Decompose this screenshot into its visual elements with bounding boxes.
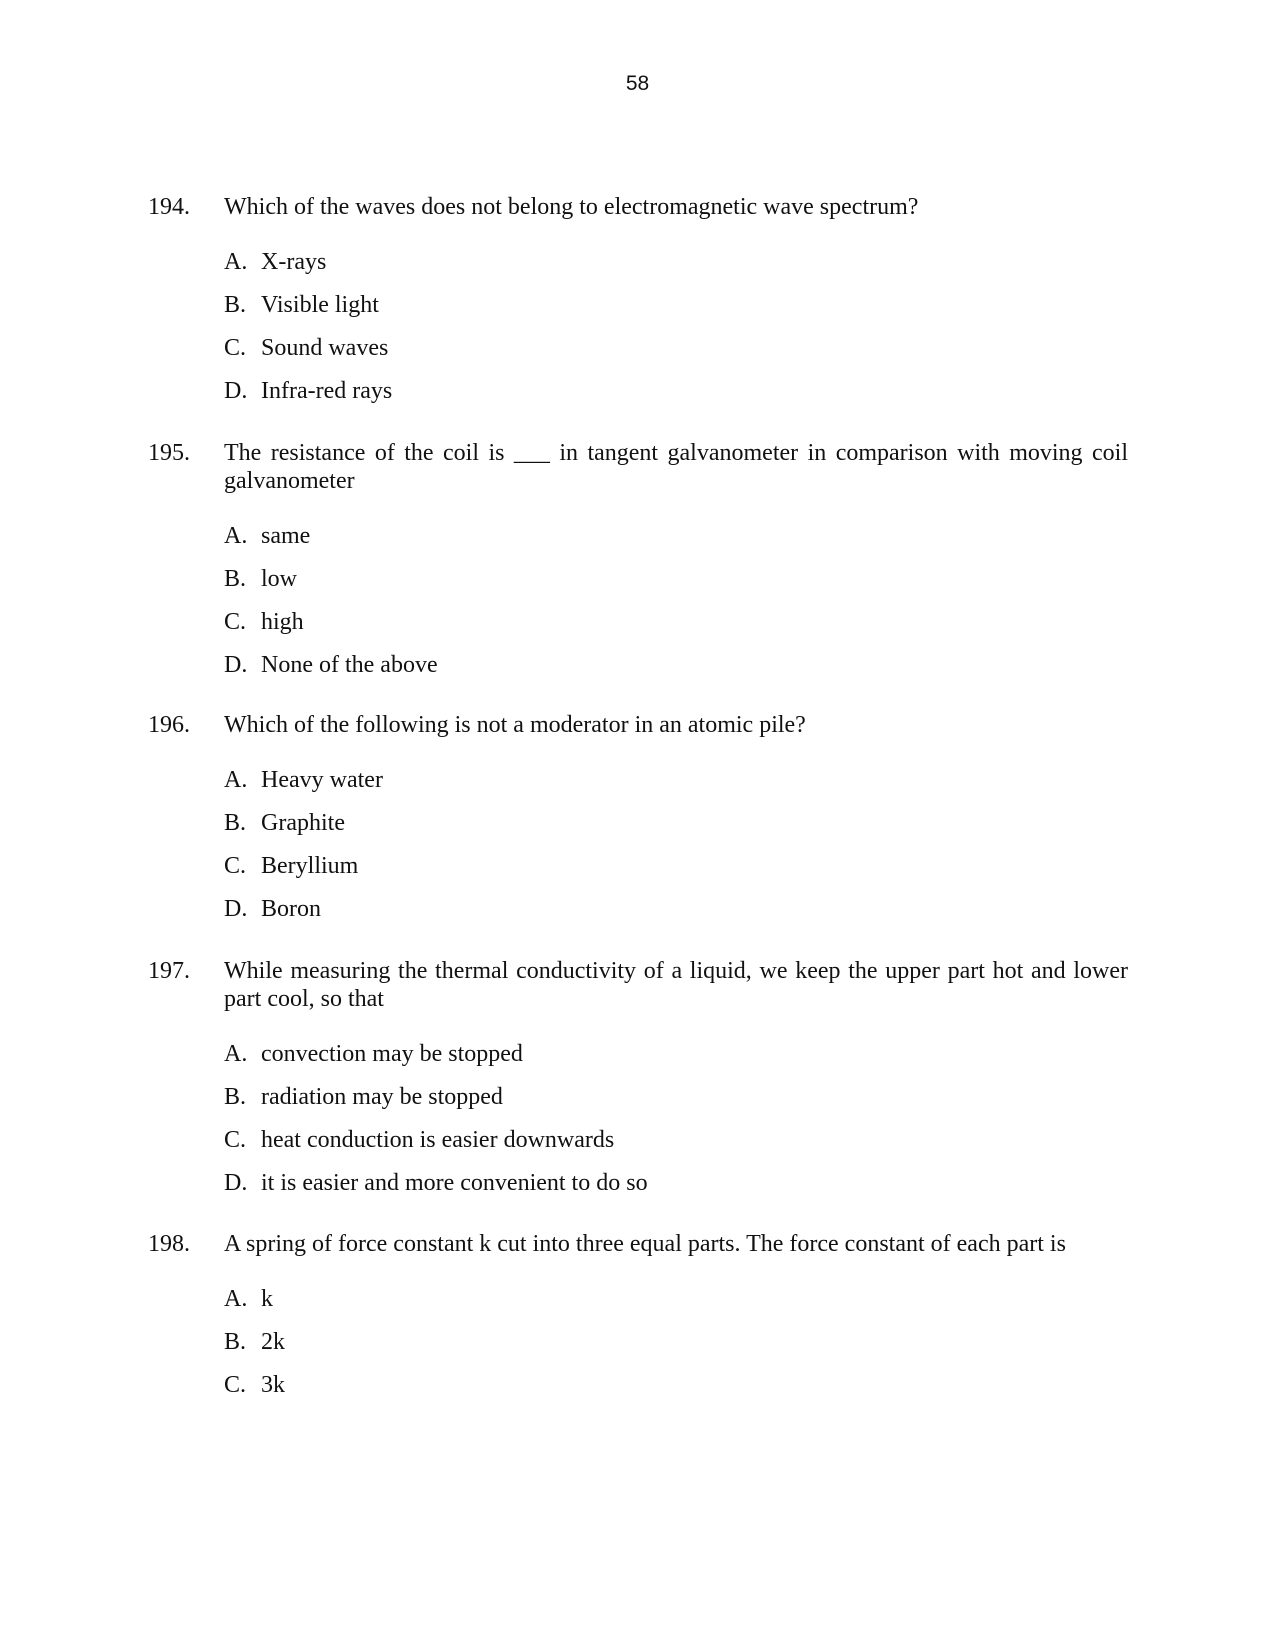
option-text: it is easier and more convenient to do so — [261, 1170, 648, 1196]
option-list — [224, 766, 1128, 923]
option-text: Heavy water — [261, 767, 383, 793]
option-letter: C. — [224, 609, 247, 635]
option-text: low — [261, 566, 297, 592]
option-c[interactable] — [224, 608, 1128, 636]
question-194 — [148, 193, 1128, 420]
option-text: Sound waves — [261, 335, 389, 361]
option-letter: B. — [224, 810, 247, 836]
question-number: 196. — [148, 712, 190, 738]
option-text: k — [261, 1286, 273, 1312]
option-d[interactable] — [224, 377, 1128, 405]
option-letter: C. — [224, 335, 247, 361]
option-text: convection may be stopped — [261, 1041, 523, 1067]
option-text: radiation may be stopped — [261, 1084, 503, 1110]
option-b[interactable] — [224, 291, 1128, 319]
option-d[interactable] — [224, 895, 1128, 923]
option-b[interactable] — [224, 565, 1128, 593]
option-text: None of the above — [261, 652, 438, 678]
page-number: 58 — [625, 72, 650, 95]
option-letter: B. — [224, 1329, 247, 1355]
option-c[interactable] — [224, 334, 1128, 362]
option-letter: B. — [224, 1084, 247, 1110]
option-letter: A. — [224, 767, 248, 793]
option-list — [224, 1285, 1128, 1399]
option-letter: D. — [224, 652, 248, 678]
option-text: X-rays — [261, 249, 327, 275]
question-number: 194. — [148, 194, 190, 220]
option-c[interactable] — [224, 1126, 1128, 1154]
question-197 — [148, 957, 1128, 1212]
option-d[interactable] — [224, 651, 1128, 679]
option-letter: A. — [224, 249, 248, 275]
option-text: high — [261, 609, 304, 635]
option-text: Beryllium — [261, 853, 359, 879]
option-text: same — [261, 523, 311, 549]
option-letter: A. — [224, 523, 248, 549]
option-text: Boron — [261, 896, 321, 922]
question-198 — [148, 1230, 1128, 1414]
option-letter: D. — [224, 896, 248, 922]
option-text: heat conduction is easier downwards — [261, 1127, 615, 1153]
question-195 — [148, 439, 1128, 694]
question-text: Which of the waves does not belong to electromagnetic wave spectrum? — [224, 194, 919, 220]
option-letter: D. — [224, 378, 248, 404]
option-letter: C. — [224, 1127, 247, 1153]
option-letter: A. — [224, 1286, 248, 1312]
option-letter: B. — [224, 566, 247, 592]
option-b[interactable] — [224, 1328, 1128, 1356]
option-text: Infra-red rays — [261, 378, 393, 404]
option-a[interactable] — [224, 1285, 1128, 1313]
option-letter: C. — [224, 1372, 247, 1398]
option-b[interactable] — [224, 809, 1128, 837]
option-d[interactable] — [224, 1169, 1128, 1197]
option-c[interactable] — [224, 852, 1128, 880]
option-text: Visible light — [261, 292, 379, 318]
option-letter: B. — [224, 292, 247, 318]
option-list — [224, 522, 1128, 679]
option-letter: D. — [224, 1170, 248, 1196]
question-text: The resistance of the coil is ___ in tangent galvanometer in comparison with moving coil galvanometer — [224, 440, 1128, 494]
option-list — [224, 248, 1128, 405]
question-text: A spring of force constant k cut into three equal parts. The force constant of each part is — [224, 1231, 1066, 1257]
question-number: 198. — [148, 1231, 190, 1257]
question-text: While measuring the thermal conductivity of a liquid, we keep the upper part hot and lower part cool, so that — [224, 958, 1128, 1012]
option-c[interactable] — [224, 1371, 1128, 1399]
question-196 — [148, 711, 1128, 938]
option-text: 2k — [261, 1329, 285, 1355]
question-number: 195. — [148, 440, 190, 466]
option-b[interactable] — [224, 1083, 1128, 1111]
option-letter: A. — [224, 1041, 248, 1067]
option-list — [224, 1040, 1128, 1197]
option-a[interactable] — [224, 766, 1128, 794]
option-letter: C. — [224, 853, 247, 879]
option-a[interactable] — [224, 522, 1128, 550]
question-number: 197. — [148, 958, 190, 984]
option-a[interactable] — [224, 248, 1128, 276]
option-a[interactable] — [224, 1040, 1128, 1068]
option-text: 3k — [261, 1372, 285, 1398]
question-text: Which of the following is not a moderator in an atomic pile? — [224, 712, 806, 738]
option-text: Graphite — [261, 810, 345, 836]
